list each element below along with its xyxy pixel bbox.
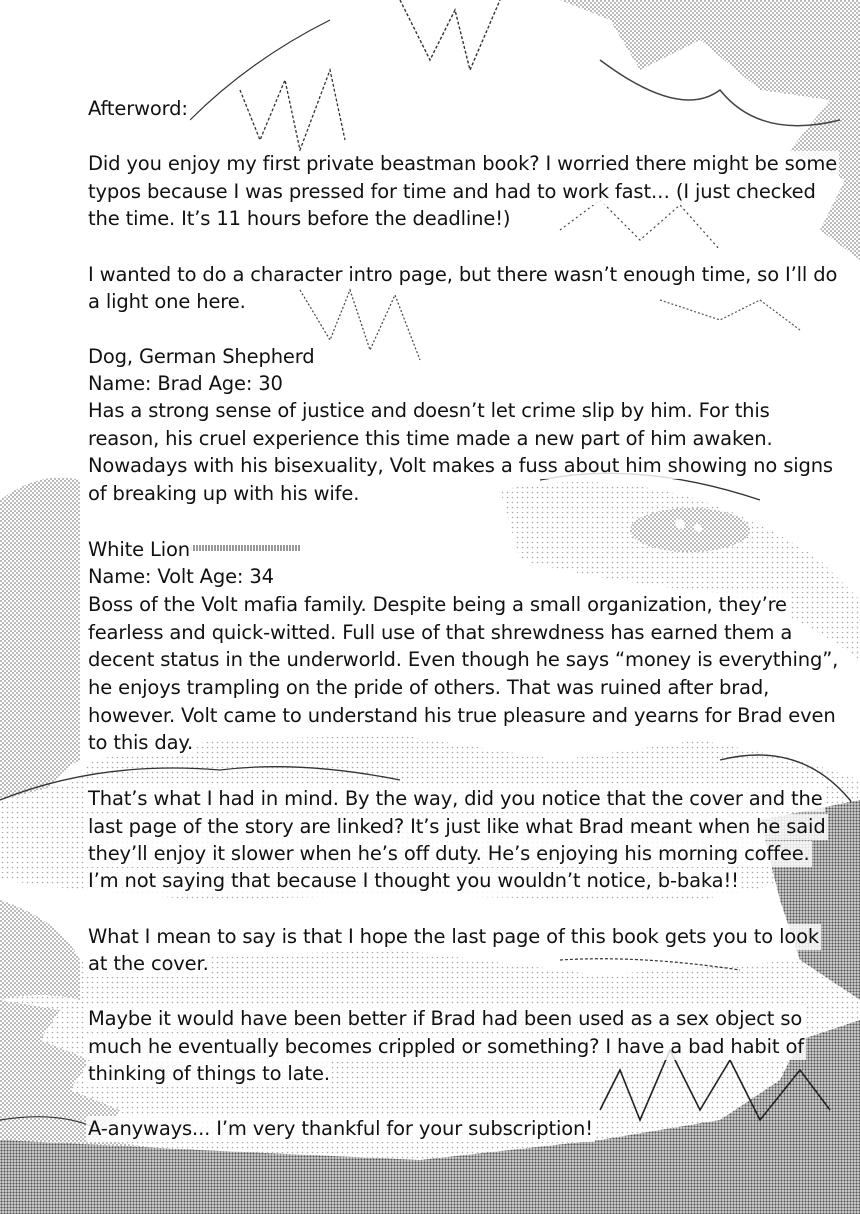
brad-name-age: Name: Brad Age: 30 <box>88 372 283 395</box>
character-intro-line: a light one here. <box>88 290 246 313</box>
volt-species: White Lion <box>88 538 190 561</box>
idea-line: much he eventually becomes crippled or something? I have a bad habit of <box>88 1035 804 1058</box>
brad-description-line: Has a strong sense of justice and doesn’t let crime slip by him. For this <box>88 399 770 422</box>
volt-description-line: fearless and quick-witted. Full use of that shrewdness has earned them a <box>88 621 793 644</box>
volt-description-line: to this day. <box>88 731 194 754</box>
brad-description-line: reason, his cruel experience this time made a new part of him awaken. <box>88 427 773 450</box>
intro-line: typos because I was pressed for time and had to work fast.‥ (I just checked <box>88 180 816 203</box>
eye-highlight <box>630 508 750 552</box>
brad-description-line: of breaking up with his wife. <box>88 482 360 505</box>
cover-note-line: last page of the story are linked? It’s just like what Brad meant when he said <box>88 815 826 838</box>
volt-description-line: however. Volt came to understand his true pleasure and yearns for Brad even <box>88 704 836 727</box>
intro-line: the time. It’s 11 hours before the deadline!) <box>88 207 511 230</box>
volt-name-age: Name: Volt Age: 34 <box>88 565 274 588</box>
volt-description-line: decent status in the underworld. Even though he says “money is everything”, <box>88 648 839 671</box>
idea-line: Maybe it would have been better if Brad had been used as a sex object so <box>88 1007 803 1030</box>
cover-note-line: I’m not saying that because I thought you wouldn’t notice, b-baka!! <box>88 869 739 892</box>
cover-note-line: they’ll enjoy it slower when he’s off duty. He’s enjoying his morning coffee. <box>88 842 810 865</box>
character-intro-line: I wanted to do a character intro page, but there wasn’t enough time, so I’ll do <box>88 263 838 286</box>
screentone-top-right <box>560 0 860 260</box>
last-page-line: What I mean to say is that I hope the last page of this book gets you to look <box>88 925 820 948</box>
brad-species: Dog, German Shepherd <box>88 345 315 368</box>
volt-description-line: Boss of the Volt mafia family. Despite being a small organization, they’re <box>88 593 787 616</box>
last-page-line: at the cover. <box>88 952 209 975</box>
intro-line: Did you enjoy my first private beastman book? I worried there might be some <box>88 152 838 175</box>
afterword-heading: Afterword: <box>88 97 188 120</box>
volt-description-line: he enjoys trampling on the pride of others. That was ruined after brad, <box>88 676 770 699</box>
brad-description-line: Nowadays with his bisexuality, Volt makes a fuss about him showing no signs <box>88 454 833 477</box>
closing-line: A-anyways... I’m very thankful for your subscription! <box>88 1117 593 1140</box>
cover-note-line: That’s what I had in mind. By the way, did you notice that the cover and the <box>88 787 823 810</box>
screentone-left <box>0 478 80 811</box>
idea-line: thinking of things to late. <box>88 1062 330 1085</box>
